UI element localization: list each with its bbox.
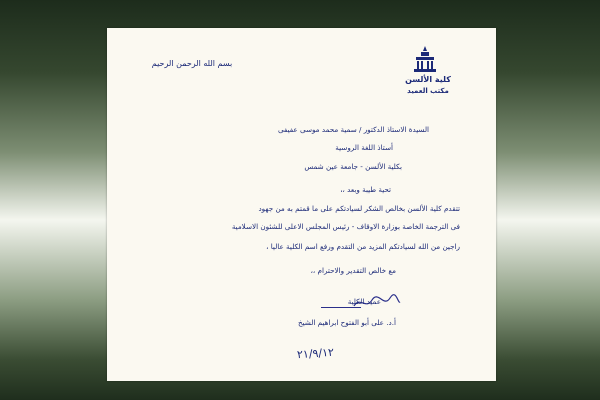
- basmala: بسم الله الرحمن الرحيم: [151, 59, 233, 68]
- greeting: تحية طيبة وبعد ،،: [340, 185, 391, 194]
- handwritten-date: ٢١/٩/١٢: [296, 345, 335, 362]
- recipient-line-2: أستاذ اللغة الروسية: [335, 143, 393, 152]
- body-line-2: فى الترجمة الخاصة بوزارة الاوقاف - رئيس المجلس الاعلى للشئون الاسلامية: [231, 222, 460, 231]
- university-crest-icon: [412, 45, 438, 73]
- letter-page: [107, 28, 496, 381]
- signatory-name: أ.د. على أبو الفتوح ابراهيم الشيخ: [297, 318, 396, 327]
- closing-line: مع خالص التقدير والاحترام ،،: [310, 266, 396, 275]
- body-line-1: تتقدم كلية الألسن بخالص الشكر لسيادتكم على ما قمتم به من جهود: [258, 204, 460, 213]
- recipient-line-3: بكلية الألسن - جامعة عين شمس: [304, 162, 402, 171]
- office-name: مكتب العميد: [407, 87, 449, 95]
- recipient-line-1: السيدة الاستاذ الدكتور / سمية محمد موسى عفيفى: [277, 125, 429, 134]
- signature-title: عميد الكلية: [347, 297, 381, 306]
- faculty-name: كلية الألسن: [405, 75, 451, 84]
- body-line-3: راجين من الله لسيادتكم المزيد من التقدم ورفع اسم الكلية عاليا ،: [266, 242, 460, 251]
